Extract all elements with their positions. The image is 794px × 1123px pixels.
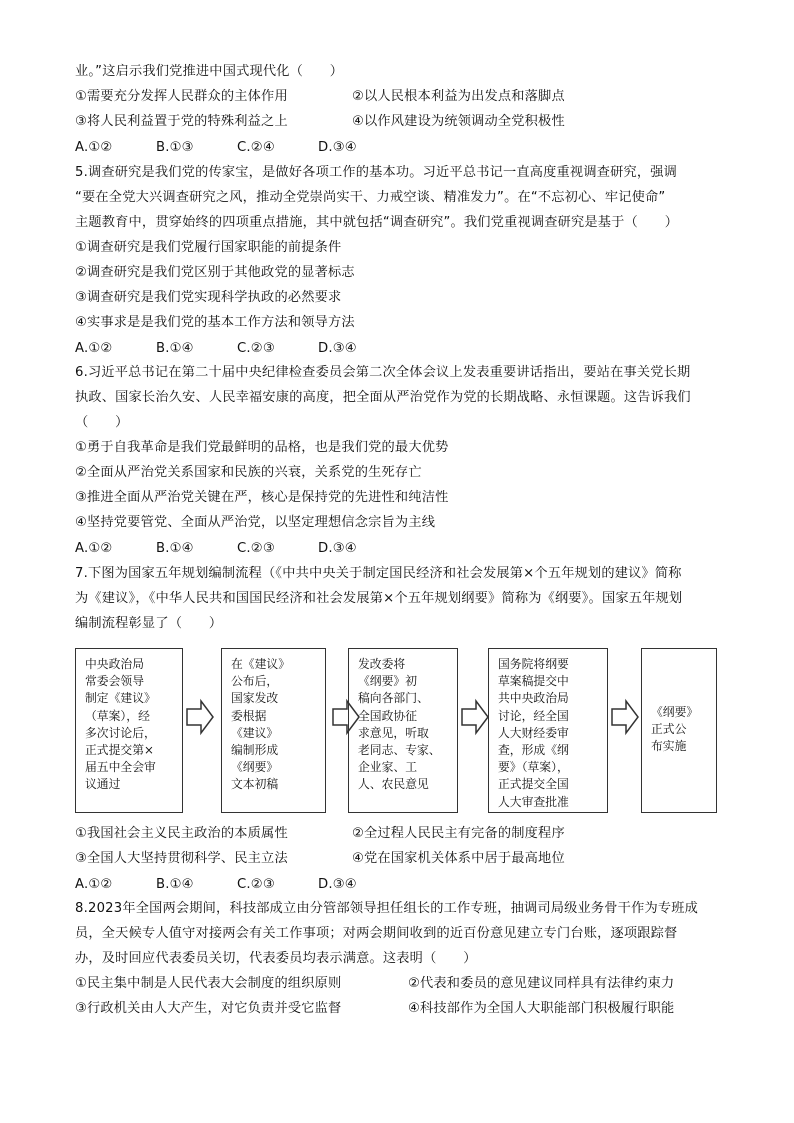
answer-b: B.①④ bbox=[156, 541, 194, 556]
planning-flowchart bbox=[75, 645, 720, 815]
q4-option-4: ④以作风建设为统领调动全党积极性 bbox=[352, 114, 565, 129]
q8-stem-line1: 8.2023年全国两会期间，科技部成立由分管部领导担任组长的工作专班，抽调司局级业务骨干作为专班成 bbox=[75, 901, 699, 916]
q5-option-2: ②调查研究是我们党区别于其他政党的显著标志 bbox=[75, 265, 355, 280]
q6-option-2: ②全面从严治党关系国家和民族的兴衰，关系党的生死存亡 bbox=[75, 465, 422, 480]
q7-option-2: ②全过程人民民主有完备的制度程序 bbox=[352, 826, 565, 841]
q6-option-1: ①勇于自我革命是我们党最鲜明的品格，也是我们党的最大优势 bbox=[75, 440, 449, 455]
answer-b: B.①④ bbox=[156, 877, 194, 892]
answer-a: A.①② bbox=[75, 140, 113, 155]
flow-step-3: 发改委将 《纲要》初 稿向各部门、 全国政协征 求意见，听取 老同志、专家、 企业家、工 人、农民意见 bbox=[348, 648, 458, 813]
q5-answers bbox=[75, 340, 399, 358]
q6-option-4: ④坚持党要管党、全面从严治党，以坚定理想信念宗旨为主线 bbox=[75, 515, 436, 530]
q6-stem-line2: 执政、国家长治久安、人民幸福安康的高度，把全面从严治党作为党的长期战略、永恒课题。这告诉我们 bbox=[75, 390, 691, 405]
q6-option-3: ③推进全面从严治党关键在严，核心是保持党的先进性和纯洁性 bbox=[75, 490, 449, 505]
q4-answers bbox=[75, 139, 399, 157]
answer-a: A.①② bbox=[75, 541, 113, 556]
q7-stem-line2: 为《建议》，《中华人民共和国国民经济和社会发展第×个五年规划纲要》简称为《纲要》。国家五年规划 bbox=[75, 591, 683, 606]
answer-a: A.①② bbox=[75, 341, 113, 356]
q4-stem-tail: 业。”这启示我们党推进中国式现代化（ ） bbox=[75, 64, 344, 79]
q8-option-3: ③行政机关由人大产生，对它负责并受它监督 bbox=[75, 1001, 342, 1016]
q5-stem-line1: 5.调查研究是我们党的传家宝，是做好各项工作的基本功。习近平总书记一直高度重视调查研究，强调 bbox=[75, 165, 678, 180]
q5-stem-line3: 主题教育中，贯穿始终的四项重点措施，其中就包括“调查研究”。我们党重视调查研究是基于（ ） bbox=[75, 215, 679, 230]
q4-option-1: ①需要充分发挥人民群众的主体作用 bbox=[75, 89, 288, 104]
q6-answers bbox=[75, 540, 399, 558]
flow-step-2: 在《建议》 公布后， 国家发改 委根据 《建议》 编制形成 《纲要》 文本初稿 bbox=[221, 648, 326, 813]
q4-option-2: ②以人民根本利益为出发点和落脚点 bbox=[352, 89, 565, 104]
flow-step-4: 国务院将纲要 草案稿提交中 共中央政治局 讨论，经全国 人大财经委审 查，形成《纲 要》（草案）， 正式提交全国 人大审查批准 bbox=[488, 648, 608, 813]
answer-c: C.②③ bbox=[237, 877, 275, 892]
q5-option-1: ①调查研究是我们党履行国家职能的前提条件 bbox=[75, 240, 342, 255]
q8-stem-line3: 办，及时回应代表委员关切，代表委员均表示满意。这表明（ ） bbox=[75, 951, 477, 966]
arrow-right-icon bbox=[610, 697, 640, 737]
q8-option-4: ④科技部作为全国人大职能部门积极履行职能 bbox=[408, 1001, 675, 1016]
arrow-right-icon bbox=[460, 697, 490, 737]
q8-option-2: ②代表和委员的意见建议同样具有法律约束力 bbox=[408, 976, 675, 991]
arrow-right-icon bbox=[185, 697, 215, 737]
q7-stem-line3: 编制流程彰显了（ ） bbox=[75, 616, 223, 631]
q4-option-3: ③将人民利益置于党的特殊利益之上 bbox=[75, 114, 288, 129]
q6-stem-line1: 6.习近平总书记在第二十届中央纪律检查委员会第二次全体会议上发表重要讲话指出，要站在事关党长期 bbox=[75, 365, 691, 380]
flow-step-5: 《纲要》 正式公 布实施 bbox=[641, 648, 717, 813]
q7-answers bbox=[75, 876, 399, 894]
answer-c: C.②③ bbox=[237, 341, 275, 356]
answer-c: C.②④ bbox=[237, 140, 275, 155]
q5-stem-line2: “要在全党大兴调查研究之风，推动全党崇尚实干、力戒空谈、精准发力”。在“不忘初心、牢记使命” bbox=[75, 190, 666, 205]
q7-option-4: ④党在国家机关体系中居于最高地位 bbox=[352, 851, 565, 866]
answer-d: D.③④ bbox=[318, 341, 357, 356]
q5-option-3: ③调查研究是我们党实现科学执政的必然要求 bbox=[75, 290, 342, 305]
q7-option-1: ①我国社会主义民主政治的本质属性 bbox=[75, 826, 288, 841]
q5-option-4: ④实事求是是我们党的基本工作方法和领导方法 bbox=[75, 315, 355, 330]
answer-c: C.②③ bbox=[237, 541, 275, 556]
q7-stem-line1: 7.下图为国家五年规划编制流程（《中共中央关于制定国民经济和社会发展第×个五年规划的建议》简称 bbox=[75, 566, 682, 581]
q8-stem-line2: 员，全天候专人值守对接两会有关工作事项；对两会期间收到的近百份意见建立专门台账，逐项跟踪督 bbox=[75, 926, 678, 941]
answer-b: B.①④ bbox=[156, 341, 194, 356]
answer-a: A.①② bbox=[75, 877, 113, 892]
answer-b: B.①③ bbox=[156, 140, 194, 155]
q6-stem-line3: （ ） bbox=[75, 415, 129, 430]
answer-d: D.③④ bbox=[318, 140, 357, 155]
q8-option-1: ①民主集中制是人民代表大会制度的组织原则 bbox=[75, 976, 342, 991]
q7-option-3: ③全国人大坚持贯彻科学、民主立法 bbox=[75, 851, 288, 866]
flow-step-1: 中央政治局 常委会领导 制定《建议》 （草案），经 多次讨论后， 正式提交第× 届五中全会审 议通过 bbox=[75, 648, 183, 813]
answer-d: D.③④ bbox=[318, 877, 357, 892]
answer-d: D.③④ bbox=[318, 541, 357, 556]
